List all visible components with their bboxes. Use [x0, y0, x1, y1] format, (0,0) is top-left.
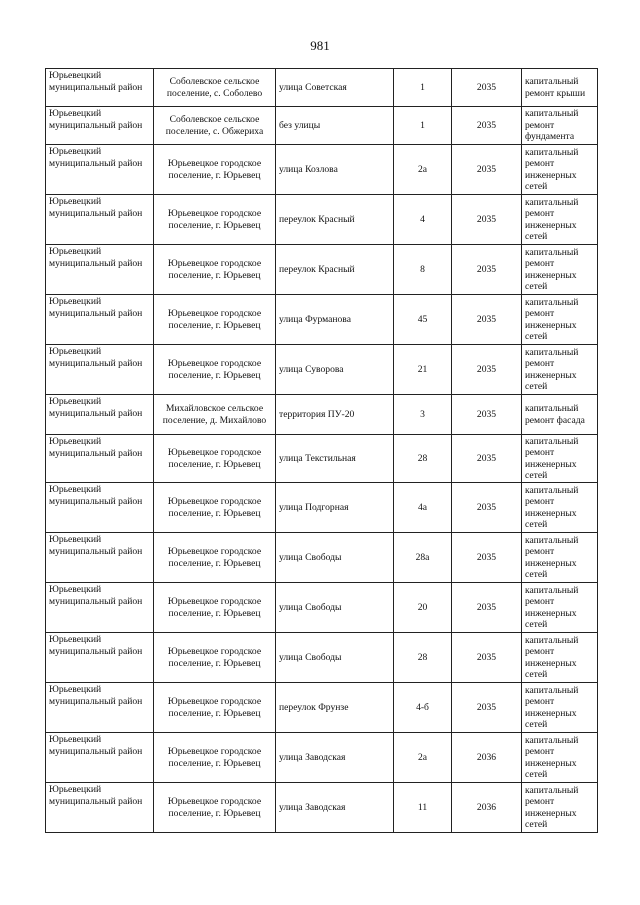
district-cell: Юрьевецкий муниципальный район — [46, 783, 154, 833]
house-cell: 28а — [394, 533, 452, 583]
settlement-cell: Юрьевецкое городское поселение, г. Юрьевец — [154, 733, 276, 783]
street-cell: улица Свободы — [276, 583, 394, 633]
settlement-cell: Соболевское сельское поселение, с. Соболево — [154, 69, 276, 107]
year-cell: 2035 — [452, 583, 522, 633]
settlement-cell: Юрьевецкое городское поселение, г. Юрьевец — [154, 683, 276, 733]
table-row — [46, 683, 598, 733]
district-cell: Юрьевецкий муниципальный район — [46, 683, 154, 733]
settlement-cell: Михайловское сельское поселение, д. Михайлово — [154, 395, 276, 435]
street-cell: улица Советская — [276, 69, 394, 107]
year-cell: 2035 — [452, 295, 522, 345]
year-cell: 2035 — [452, 633, 522, 683]
work-cell: капитальный ремонт инженерных сетей — [522, 583, 598, 633]
year-cell: 2035 — [452, 483, 522, 533]
year-cell: 2035 — [452, 145, 522, 195]
house-cell: 3 — [394, 395, 452, 435]
house-cell: 4а — [394, 483, 452, 533]
house-cell: 20 — [394, 583, 452, 633]
year-cell: 2035 — [452, 345, 522, 395]
table-row — [46, 583, 598, 633]
table-row — [46, 69, 598, 107]
work-cell: капитальный ремонт инженерных сетей — [522, 295, 598, 345]
house-cell: 11 — [394, 783, 452, 833]
district-cell: Юрьевецкий муниципальный район — [46, 395, 154, 435]
district-cell: Юрьевецкий муниципальный район — [46, 633, 154, 683]
district-cell: Юрьевецкий муниципальный район — [46, 195, 154, 245]
settlement-cell: Юрьевецкое городское поселение, г. Юрьевец — [154, 783, 276, 833]
year-cell: 2035 — [452, 435, 522, 483]
street-cell: переулок Фрунзе — [276, 683, 394, 733]
table-row — [46, 783, 598, 833]
street-cell: переулок Красный — [276, 245, 394, 295]
district-cell: Юрьевецкий муниципальный район — [46, 483, 154, 533]
district-cell: Юрьевецкий муниципальный район — [46, 245, 154, 295]
work-cell: капитальный ремонт инженерных сетей — [522, 783, 598, 833]
work-cell: капитальный ремонт инженерных сетей — [522, 345, 598, 395]
work-cell: капитальный ремонт инженерных сетей — [522, 533, 598, 583]
work-cell: капитальный ремонт инженерных сетей — [522, 245, 598, 295]
district-cell: Юрьевецкий муниципальный район — [46, 733, 154, 783]
work-cell: капитальный ремонт инженерных сетей — [522, 483, 598, 533]
street-cell: улица Свободы — [276, 533, 394, 583]
settlement-cell: Соболевское сельское поселение, с. Обжериха — [154, 107, 276, 145]
house-cell: 28 — [394, 633, 452, 683]
house-cell: 1 — [394, 69, 452, 107]
table-row — [46, 733, 598, 783]
work-cell: капитальный ремонт инженерных сетей — [522, 733, 598, 783]
district-cell: Юрьевецкий муниципальный район — [46, 435, 154, 483]
table-row — [46, 435, 598, 483]
settlement-cell: Юрьевецкое городское поселение, г. Юрьевец — [154, 583, 276, 633]
table-row — [46, 533, 598, 583]
settlement-cell: Юрьевецкое городское поселение, г. Юрьевец — [154, 295, 276, 345]
house-cell: 8 — [394, 245, 452, 295]
street-cell: без улицы — [276, 107, 394, 145]
house-cell: 2а — [394, 733, 452, 783]
year-cell: 2035 — [452, 683, 522, 733]
year-cell: 2036 — [452, 733, 522, 783]
street-cell: улица Текстильная — [276, 435, 394, 483]
district-cell: Юрьевецкий муниципальный район — [46, 533, 154, 583]
street-cell: улица Козлова — [276, 145, 394, 195]
house-cell: 4-б — [394, 683, 452, 733]
house-cell: 45 — [394, 295, 452, 345]
street-cell: улица Заводская — [276, 733, 394, 783]
settlement-cell: Юрьевецкое городское поселение, г. Юрьевец — [154, 533, 276, 583]
page-number: 981 — [310, 38, 330, 53]
work-cell: капитальный ремонт инженерных сетей — [522, 145, 598, 195]
house-cell: 1 — [394, 107, 452, 145]
street-cell: переулок Красный — [276, 195, 394, 245]
district-cell: Юрьевецкий муниципальный район — [46, 107, 154, 145]
year-cell: 2035 — [452, 195, 522, 245]
year-cell: 2035 — [452, 395, 522, 435]
street-cell: улица Подгорная — [276, 483, 394, 533]
table-row — [46, 145, 598, 195]
year-cell: 2036 — [452, 783, 522, 833]
house-cell: 4 — [394, 195, 452, 245]
district-cell: Юрьевецкий муниципальный район — [46, 69, 154, 107]
street-cell: улица Фурманова — [276, 295, 394, 345]
year-cell: 2035 — [452, 69, 522, 107]
table-row — [46, 483, 598, 533]
settlement-cell: Юрьевецкое городское поселение, г. Юрьевец — [154, 345, 276, 395]
settlement-cell: Юрьевецкое городское поселение, г. Юрьевец — [154, 145, 276, 195]
district-cell: Юрьевецкий муниципальный район — [46, 145, 154, 195]
house-cell: 2а — [394, 145, 452, 195]
street-cell: улица Заводская — [276, 783, 394, 833]
house-cell: 28 — [394, 435, 452, 483]
table-row — [46, 195, 598, 245]
work-cell: капитальный ремонт фасада — [522, 395, 598, 435]
year-cell: 2035 — [452, 533, 522, 583]
repair-schedule-table — [45, 68, 598, 833]
table-row — [46, 633, 598, 683]
year-cell: 2035 — [452, 245, 522, 295]
street-cell: улица Свободы — [276, 633, 394, 683]
district-cell: Юрьевецкий муниципальный район — [46, 295, 154, 345]
settlement-cell: Юрьевецкое городское поселение, г. Юрьевец — [154, 245, 276, 295]
street-cell: улица Суворова — [276, 345, 394, 395]
district-cell: Юрьевецкий муниципальный район — [46, 345, 154, 395]
district-cell: Юрьевецкий муниципальный район — [46, 583, 154, 633]
settlement-cell: Юрьевецкое городское поселение, г. Юрьевец — [154, 195, 276, 245]
table-row — [46, 107, 598, 145]
settlement-cell: Юрьевецкое городское поселение, г. Юрьевец — [154, 483, 276, 533]
house-cell: 21 — [394, 345, 452, 395]
work-cell: капитальный ремонт инженерных сетей — [522, 633, 598, 683]
street-cell: территория ПУ-20 — [276, 395, 394, 435]
work-cell: капитальный ремонт инженерных сетей — [522, 435, 598, 483]
work-cell: капитальный ремонт крыши — [522, 69, 598, 107]
table-row — [46, 295, 598, 345]
table-row — [46, 345, 598, 395]
settlement-cell: Юрьевецкое городское поселение, г. Юрьевец — [154, 633, 276, 683]
work-cell: капитальный ремонт инженерных сетей — [522, 683, 598, 733]
work-cell: капитальный ремонт инженерных сетей — [522, 195, 598, 245]
settlement-cell: Юрьевецкое городское поселение, г. Юрьевец — [154, 435, 276, 483]
table-row — [46, 245, 598, 295]
table-row — [46, 395, 598, 435]
year-cell: 2035 — [452, 107, 522, 145]
work-cell: капитальный ремонт фундамента — [522, 107, 598, 145]
